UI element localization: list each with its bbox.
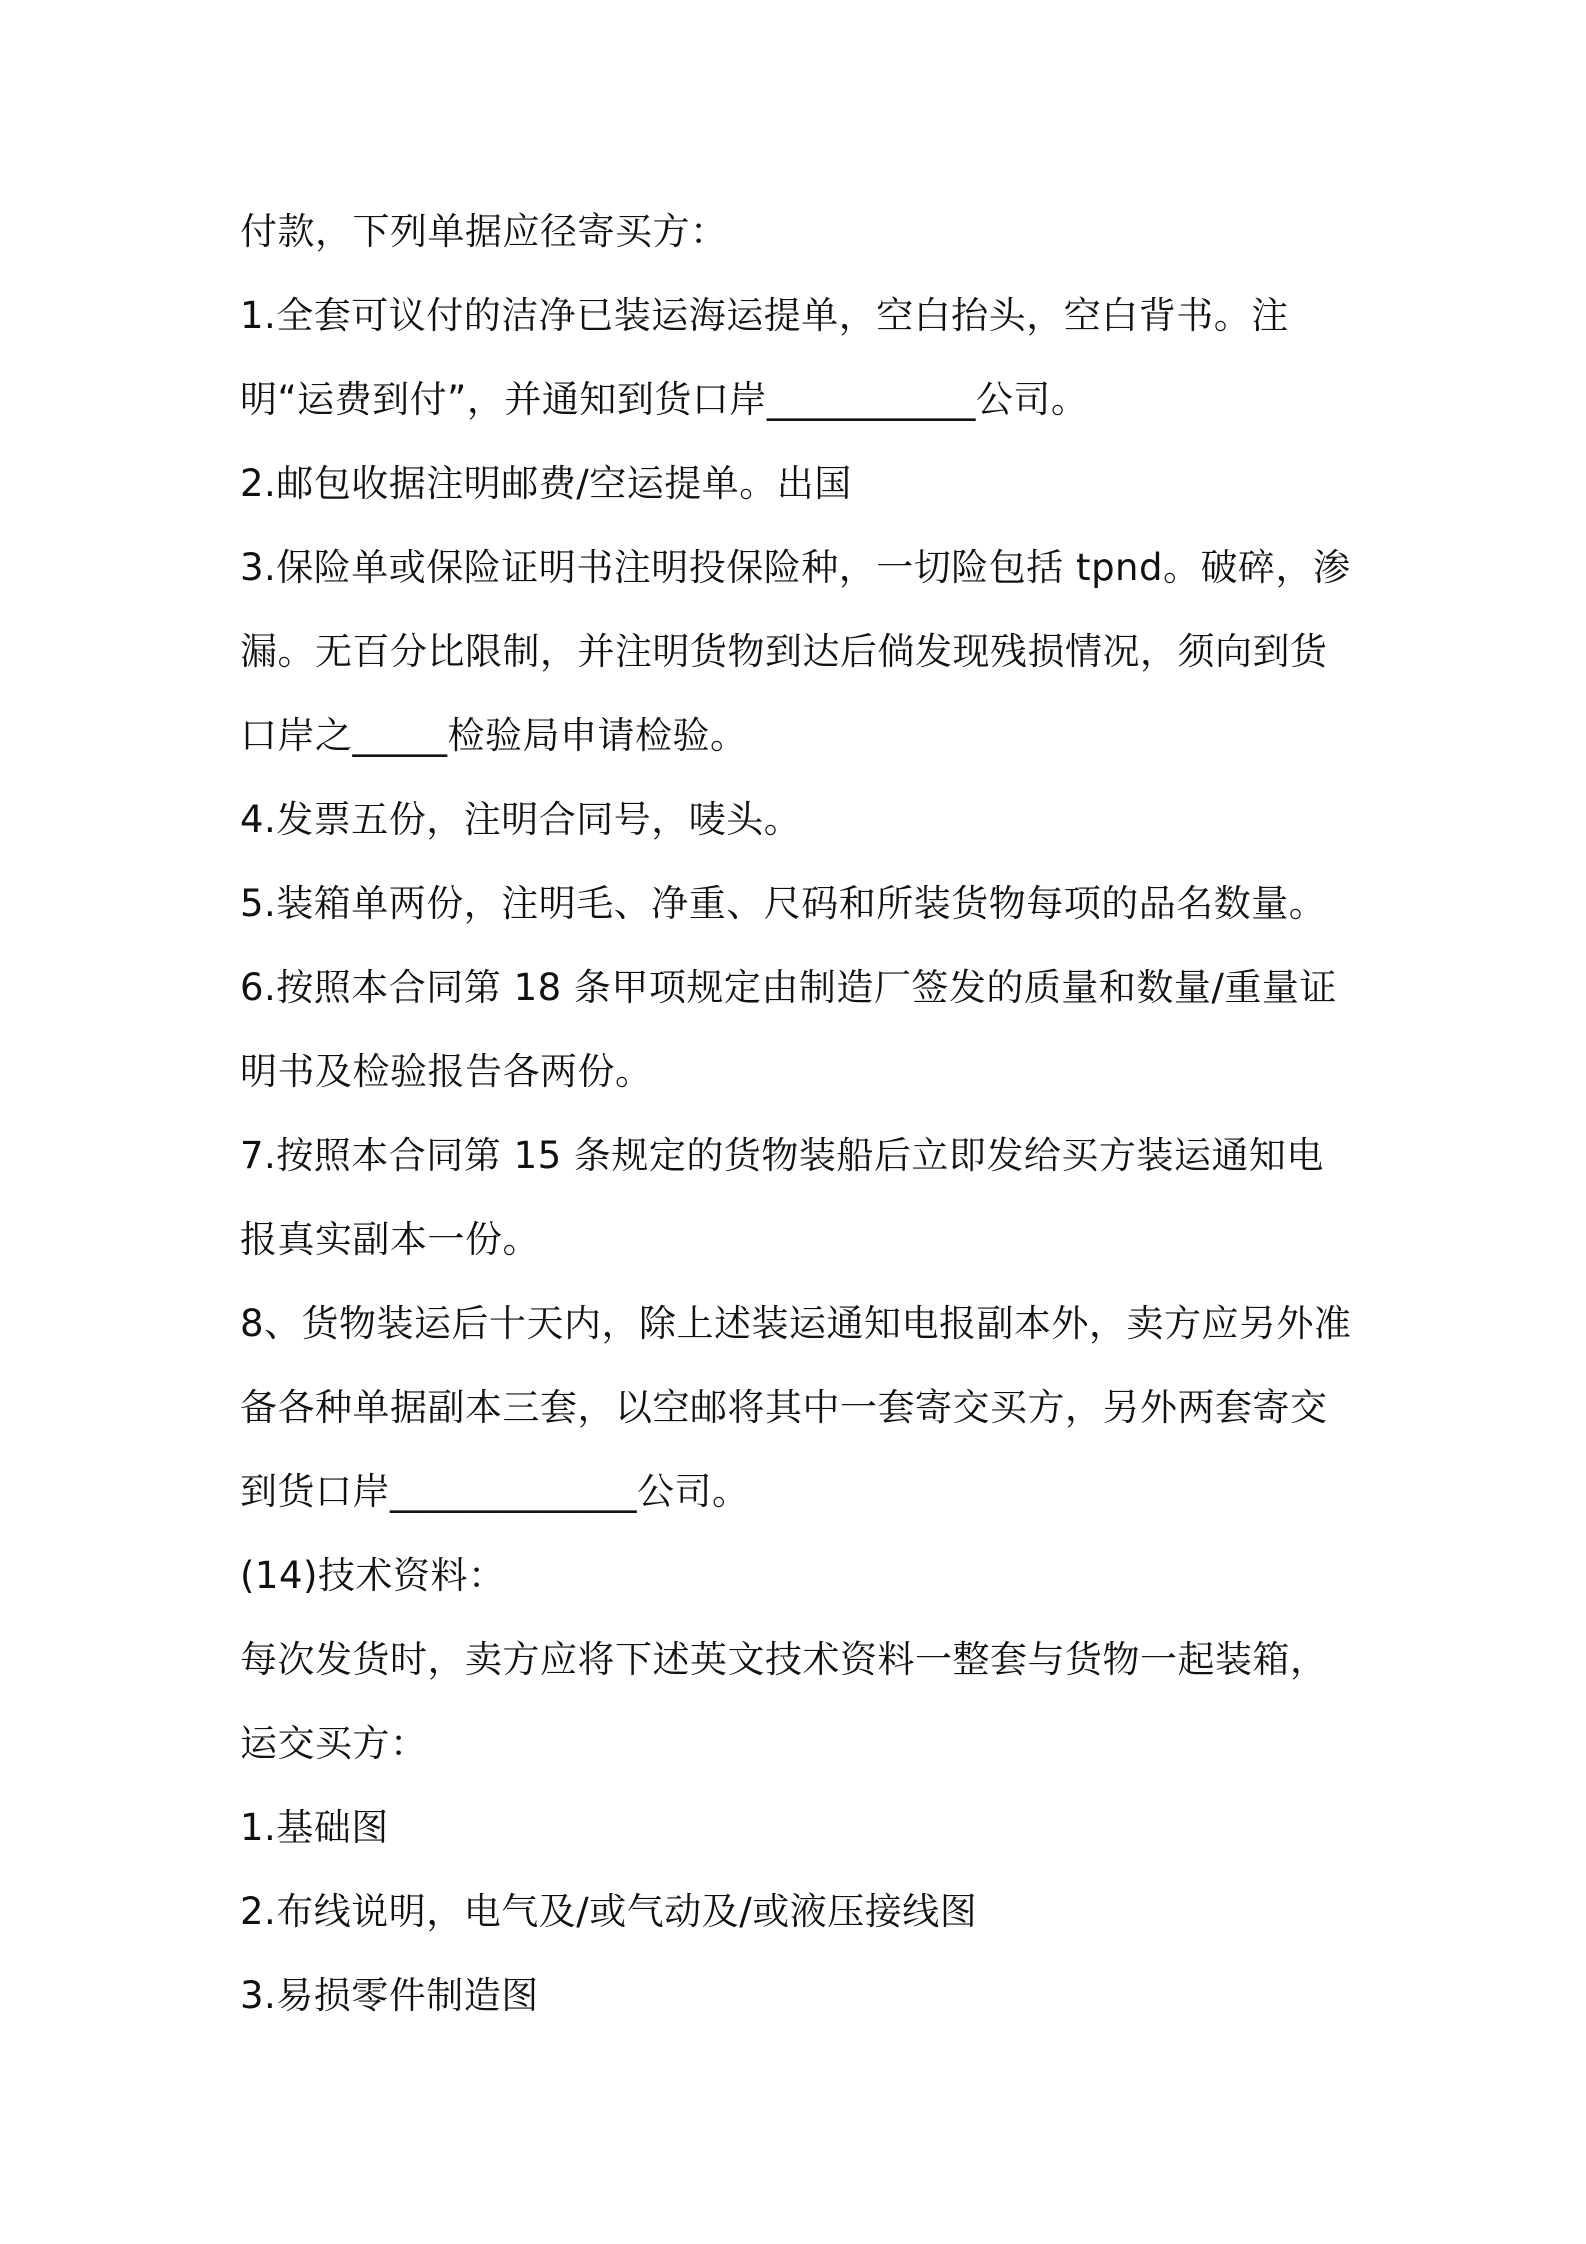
paragraph-shipping-advice: 7.按照本合同第 15 条规定的货物装船后立即发给买方装运通知电报真实副本一份。 [240,1134,1324,1261]
list-item-foundation-drawing: 1.基础图 [240,1806,389,1849]
section-heading-technical-docs: (14)技术资料： [240,1554,506,1597]
paragraph-packing-list: 5.装箱单两份，注明毛、净重、尺码和所装货物每项的品名数量。 [240,882,1327,925]
document-page [240,190,1360,2038]
paragraph-parcel-receipt: 2.邮包收据注明邮费/空运提单。出国 [240,462,852,505]
paragraph-invoice: 4.发票五份，注明合同号，唛头。 [240,798,802,841]
paragraph-quality-certificate: 6.按照本合同第 18 条甲项规定由制造厂签发的质量和数量/重量证明书及检验报告各两份。 [240,966,1337,1093]
paragraph-insurance: 3.保险单或保险证明书注明投保险种，一切险包括 tpnd。破碎，渗漏。无百分比限制，并注明货物到达后倘发现残损情况，须向到货口岸之_____检验局申请检验。 [240,546,1351,757]
paragraph-payment-intro: 付款，下列单据应径寄买方： [240,210,728,253]
paragraph-document-copies: 8、货物装运后十天内，除上述装运通知电报副本外，卖方应另外准备各种单据副本三套，以空邮将其中一套寄交买方，另外两套寄交到货口岸_____________公司。 [240,1302,1352,1513]
list-item-wearing-parts-drawing: 3.易损零件制造图 [240,1974,539,2017]
paragraph-technical-docs-intro: 每次发货时，卖方应将下述英文技术资料一整套与货物一起装箱，运交买方： [240,1638,1328,1765]
paragraph-bill-of-lading: 1.全套可议付的洁净已装运海运提单，空白抬头，空白背书。注明“运费到付”，并通知到货口岸___________公司。 [240,294,1289,421]
list-item-wiring-instructions: 2.布线说明，电气及/或气动及/或液压接线图 [240,1890,978,1933]
